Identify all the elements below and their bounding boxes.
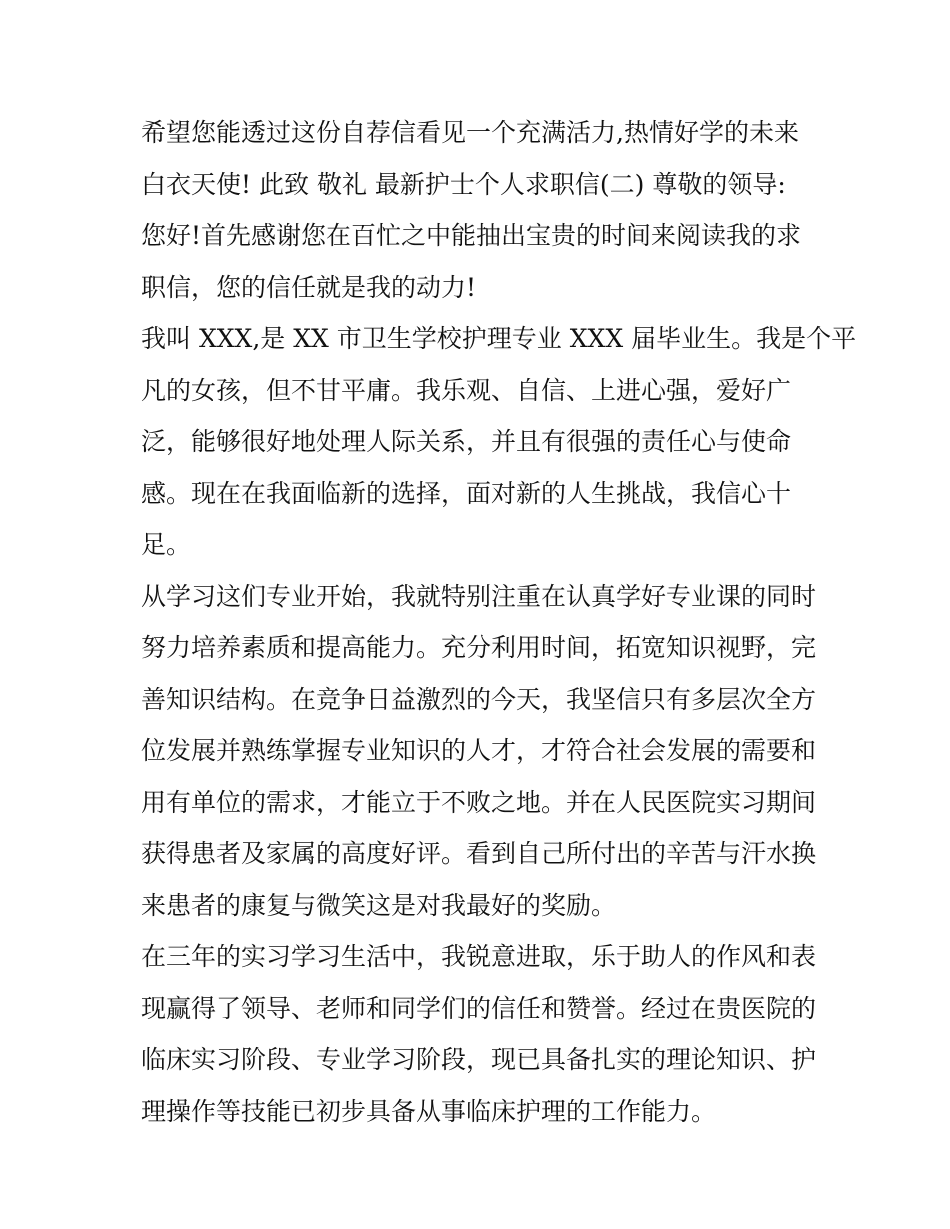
text-line: 泛，能够很好地处理人际关系，并且有很强的责任心与使命 [141,427,792,456]
paragraph-study [141,571,821,932]
text-line: 凡的女孩，但不甘平庸。我乐观、自信、上进心强，爱好广 [141,375,792,405]
text-line: 理操作等技能已初步具备从事临床护理的工作能力。 [141,1096,717,1126]
paragraph-greeting [141,210,821,313]
paragraph-intro-closing [141,107,821,210]
paragraph-internship [141,931,821,1137]
text-line: 足。 [141,530,192,559]
text-line: 努力培养素质和提高能力。充分利用时间，拓宽知识视野，完 [141,633,817,662]
text-line: 来患者的康复与微笑这是对我最好的奖励。 [141,890,617,920]
paragraph-self-introduction [141,313,857,571]
text-line: 白衣天使! 此致 敬礼 最新护士个人求职信(二) 尊敬的领导: [141,169,786,199]
text-line: 希望您能透过这份自荐信看见一个充满活力,热情好学的未来 [141,118,799,147]
text-line: 临床实习阶段、专业学习阶段，现已具备扎实的理论知识、护 [141,1045,817,1074]
text-line: 在三年的实习学习生活中，我锐意进取，乐于助人的作风和表 [141,942,817,971]
text-line: 位发展并熟练掌握专业知识的人才，才符合社会发展的需要和 [141,736,817,765]
text-line: 获得患者及家属的高度好评。看到自己所付出的辛苦与汗水换 [141,839,817,868]
text-line: 感。现在在我面临新的选择，面对新的人生挑战，我信心十 [141,478,792,508]
text-line: 职信，您的信任就是我的动力! [141,272,477,302]
text-line: 您好!首先感谢您在百忙之中能抽出宝贵的时间来阅读我的求 [141,221,802,250]
letter-body [141,107,857,1137]
text-line: 用有单位的需求，才能立于不败之地。并在人民医院实习期间 [141,787,817,817]
text-line: 从学习这们专业开始，我就特别注重在认真学好专业课的同时 [141,581,817,611]
text-line: 现赢得了领导、老师和同学们的信任和赞誉。经过在贵医院的 [141,993,817,1023]
text-line: 善知识结构。在竞争日益激烈的今天，我坚信只有多层次全方 [141,684,817,714]
text-line: 我叫 XXX,是 XX 市卫生学校护理专业 XXX 届毕业生。我是个平 [141,324,857,353]
